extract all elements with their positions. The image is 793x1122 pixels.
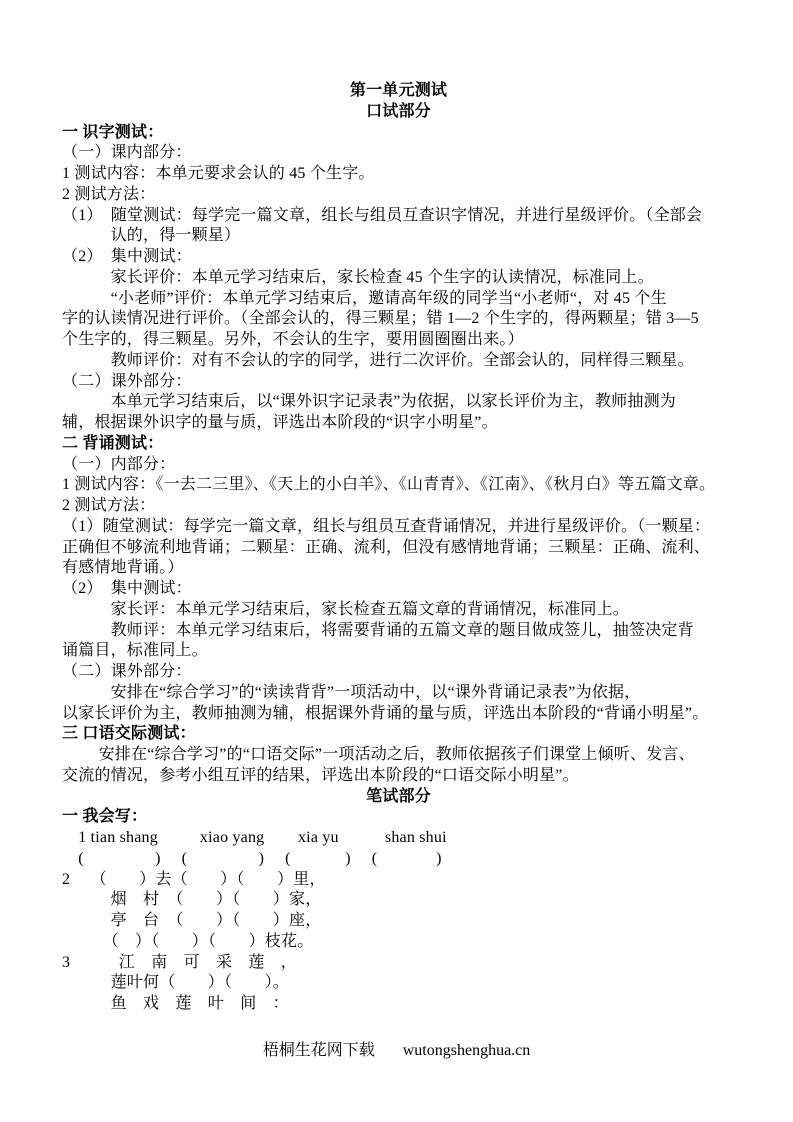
section-title: 口试部分: [366, 102, 431, 120]
text-line: 3 江 南 可 采 莲 ，: [62, 953, 298, 971]
text-line: 字的认读情况进行评价。（全部会认的，得三颗星；错 1—2 个生字的，得两颗星；错 3—5: [62, 310, 699, 328]
section-heading: 一 我会写：: [62, 808, 148, 826]
text-line: 鱼 戏 莲 叶 间 ：: [62, 995, 289, 1012]
text-line: 以家长评价为主，教师抽测为辅，根据课外背诵的量与质，评选出本阶段的“背诵小明星”。: [62, 704, 709, 722]
footer-site-name: 梧桐生花网下载: [262, 1042, 375, 1059]
text-line: （二）课外部分：: [62, 372, 192, 390]
text-line: （2） 集中测试：: [62, 248, 192, 265]
text-line: （1） 随堂测试：每学完一篇文章，组长与组员互查识字情况，并进行星级评价。（全部会: [62, 206, 703, 224]
text-line: 1 测试内容：《一去二三里》、《天上的小白羊》、《山青青》、《江南》、《秋月白》等五篇文章。: [62, 476, 716, 494]
section-heading: 二 背诵测试：: [62, 434, 164, 452]
page-footer: [0, 1037, 793, 1060]
text-line: 有感情地背诵。）: [62, 559, 184, 577]
text-line: （一）内部分：: [62, 455, 176, 473]
text-line: 家长评价：本单元学习结束后，家长检查 45 个生字的认读情况，标准同上。: [62, 268, 654, 286]
text-line: 莲叶何（ ）（ ）。: [62, 974, 290, 992]
text-line: 安排在“综合学习”的“读读背背”一项活动中，以“课外背诵记录表”为依据，: [62, 683, 641, 701]
text-line: 教师评：本单元学习结束后，将需要背诵的五篇文章的题目做成签儿，抽签决定背: [62, 621, 694, 639]
text-line: 诵篇目，标准同上。: [62, 642, 208, 660]
text-line: 认的，得一颗星）: [62, 227, 241, 245]
section-heading: 一 识字测试：: [62, 123, 164, 141]
text-line: 2 测试方法：: [62, 185, 156, 203]
document-body: [62, 81, 735, 1015]
text-line: 个生字的，得三颗星。另外，不会认的生字，要用圆圈圈出来。）: [62, 331, 524, 348]
text-line: 本单元学习结束后，以“课外识字记录表”为依据，以家长评价为主，教师抽测为: [62, 393, 677, 411]
text-line: 1 tian shang xiao yang xia yu shan shui: [62, 829, 447, 846]
footer-site-url: wutongshenghua.cn: [402, 1042, 531, 1059]
text-line: 2 （ ）去（ ）（ ）里，: [62, 870, 326, 888]
text-line: 正确但不够流利地背诵；二颗星：正确、流利，但没有感情地背诵；三颗星：正确、流利、: [62, 538, 711, 556]
text-line: 亭 台 （ ）（ ）座，: [62, 912, 322, 929]
text-line: （ ）（ ）（ ）枝花。: [62, 932, 314, 950]
section-title: 笔试部分: [366, 787, 431, 805]
text-line: 2 测试方法：: [62, 497, 156, 514]
text-line: 1 测试内容：本单元要求会认的 45 个生字。: [62, 165, 375, 182]
text-line: 家长评：本单元学习结束后，家长检查五篇文章的背诵情况，标准同上。: [62, 600, 630, 618]
text-line: （1）随堂测试：每学完一篇文章，组长与组员互查背诵情况，并进行星级评价。（一颗星：: [62, 517, 711, 535]
text-line: 教师评价：对有不会认的字的同学，进行二次评价。全部会认的，同样得三颗星。: [62, 351, 694, 369]
text-line: 安排在“综合学习”的“口语交际”一项活动之后，教师依据孩子们课堂上倾听、发言、: [62, 746, 695, 763]
text-line: （二）课外部分：: [62, 663, 192, 680]
text-line: （2） 集中测试：: [62, 580, 192, 597]
section-title: 第一单元测试: [349, 82, 448, 99]
text-line: 辅，根据课外识字的量与质，评选出本阶段的“识字小明星”。: [62, 414, 498, 431]
text-line: “小老师”评价：本单元学习结束后，邀请高年级的同学当“小老师“，对 45 个生: [62, 289, 667, 307]
text-line: （一）课内部分：: [62, 144, 192, 162]
text-line: 烟 村 （ ）（ ）家，: [62, 891, 322, 909]
section-heading: 三 口语交际测试：: [62, 725, 196, 743]
text-line: ( ) ( ) ( ) ( ): [62, 849, 442, 867]
text-line: 交流的情况，参考小组互评的结果，评选出本阶段的“口语交际小明星”。: [62, 766, 579, 784]
